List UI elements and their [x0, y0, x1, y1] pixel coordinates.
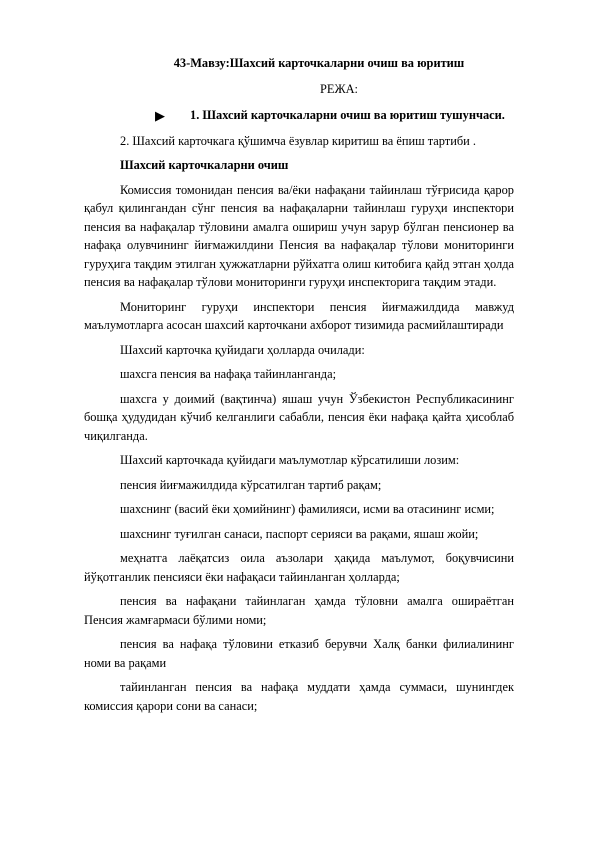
paragraph-card-opened: Шахсий карточка қуйидаги ҳолларда очилади:	[120, 342, 365, 357]
list-item-term-amount: тайинланган пенсия ва нафақа муддати ҳамда суммаси, шунингдек комиссия қарори сони ва санаси;	[84, 680, 514, 713]
plan-item-1	[84, 106, 514, 125]
section-heading: Шахсий карточкаларни очиш	[120, 158, 289, 172]
paragraph-commission: Комиссия томонидан пенсия ва/ёки нафақани тайинлаш тўғрисида қарор қабул қилингандан сўнг пенсия ва нафақаларни тайинлаш гуруҳи инспектори пенсия ва нафақалар тўловини амалга ошириш учун зарур бўлган пенсионер ва нафақа олувчининг йиғмажилдини Пенсия ва нафақалар тўлови мониторинги гуруҳига тақдим этилган ҳужжатларни рўйхатга олиш китобига қайд этган ҳолда пенсия ва нафақалар тўлови мониторинги гуруҳи инспекторига тақдим этади.	[84, 182, 514, 289]
paragraph-monitoring: Мониторинг гуруҳи инспектори пенсия йиғмажилдида мавжуд маълумотларга асосан шахсий карточкани ахборот тизимида расмийлаштиради	[84, 299, 514, 332]
list-item-assigned: шахсга пенсия ва нафақа тайинланганда;	[120, 367, 337, 381]
plan-item-2: 2. Шахсий карточкага қўшимча ёзувлар киритиш ва ёпиш тартиби .	[120, 133, 476, 148]
document-page	[84, 54, 514, 721]
list-item-full-name: шахснинг (васий ёки ҳомийнинг) фамилияси, исми ва отасининг исми;	[120, 502, 495, 516]
plan-item-1-text: 1. Шахсий карточкаларни очиш ва юритиш тушунчаси.	[190, 108, 505, 122]
list-item-birth-passport: шахснинг туғилган санаси, паспорт серияси ва рақами, яшаш жойи;	[120, 526, 479, 541]
list-item-bank-branch: пенсия ва нафақа тўловини етказиб берувчи Халқ банки филиалининг номи ва рақами	[84, 637, 514, 670]
list-item-order-number: пенсия йиғмажилдида кўрсатилган тартиб рақам;	[120, 477, 382, 492]
plan-heading: РЕЖА:	[320, 81, 358, 96]
right-arrow-icon: ▶	[155, 108, 165, 123]
document-title: 43-Мавзу:Шахсий карточкаларни очиш ва юритиш	[173, 56, 465, 70]
paragraph-card-info: Шахсий карточкада қуйидаги маълумотлар кўрсатилиши лозим:	[120, 453, 460, 467]
list-item-relocated: шахсга у доимий (вақтинча) яшаш учун Ўзбекистон Республикасининг бошқа ҳудудидан кўчиб келганлиги сабабли, пенсия ёки нафақа қайта ҳисоблаб чиқилганда.	[84, 391, 514, 443]
list-item-fund-branch: пенсия ва нафақани тайинлаган ҳамда тўловни амалга ошираётган Пенсия жамғармаси бўлими номи;	[84, 594, 514, 627]
list-item-family-members: меҳнатга лаёқатсиз оила аъзолари ҳақида маълумот, боқувчисини йўқотганлик пенсияси ёки нафақаси тайинланган ҳолларда;	[84, 551, 514, 584]
